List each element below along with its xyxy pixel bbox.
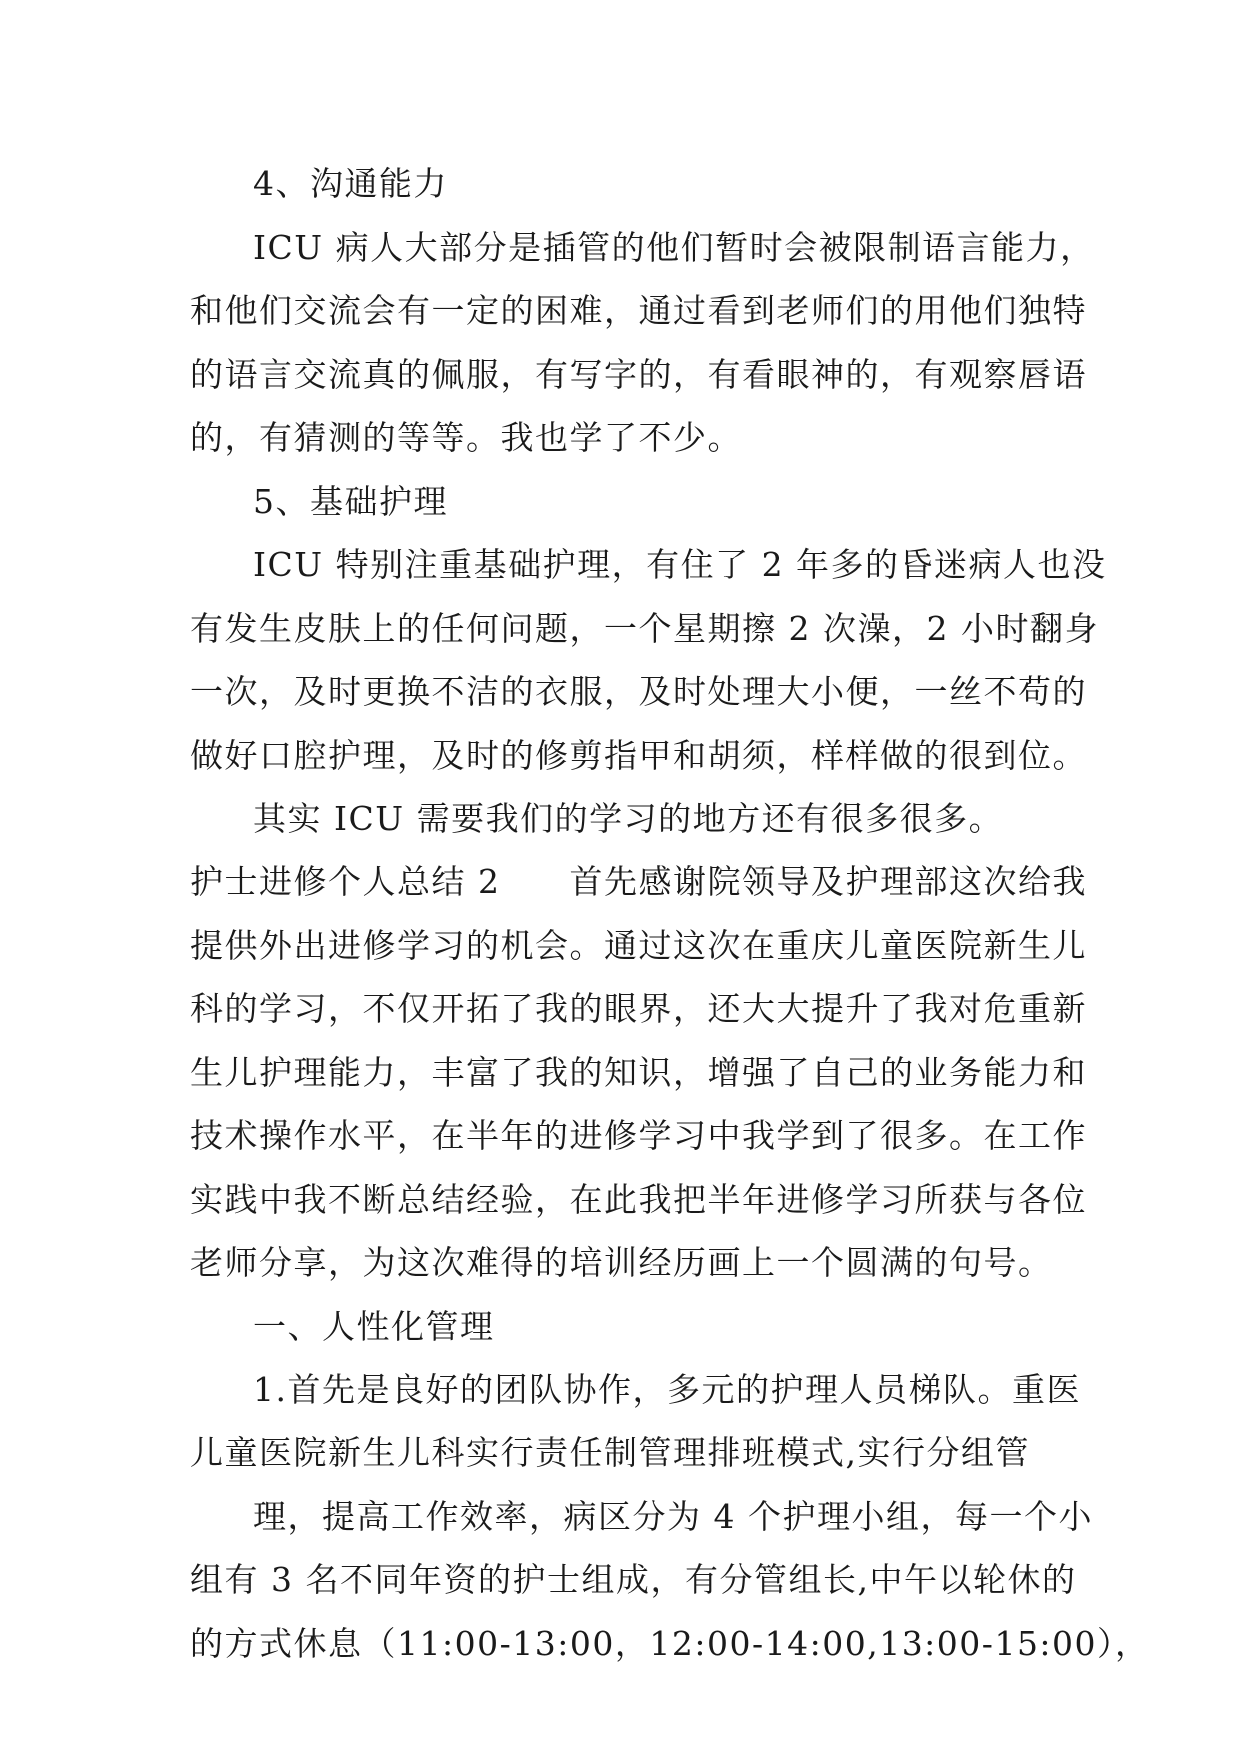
paragraph-line: 一次，及时更换不洁的衣服，及时处理大小便，一丝不苟的 [190,672,1087,711]
paragraph-line: 做好口腔护理，及时的修剪指甲和胡须，样样做的很到位。 [190,736,1087,775]
paragraph-line: 理，提高工作效率，病区分为 4 个护理小组，每一个小 [253,1497,1093,1536]
paragraph-line: 的，有猜测的等等。我也学了不少。 [190,418,742,457]
paragraph-line: 提供外出进修学习的机会。通过这次在重庆儿童医院新生儿 [190,926,1087,965]
paragraph-line: ICU 病人大部分是插管的他们暂时会被限制语言能力， [253,228,1095,267]
paragraph-line: 的方式休息（11:00-13:00，12:00-14:00,13:00-15:00）， [190,1624,1150,1663]
paragraph-line: 其实 ICU 需要我们的学习的地方还有很多很多。 [253,799,1004,838]
paragraph-line: 技术操作水平，在半年的进修学习中我学到了很多。在工作 [190,1116,1087,1155]
paragraph-line: 老师分享，为这次难得的培训经历画上一个圆满的句号。 [190,1243,1053,1282]
heading-humanized-management: 一、人性化管理 [253,1307,495,1346]
paragraph-line: 1.首先是良好的团队协作，多元的护理人员梯队。重医 [253,1370,1081,1409]
paragraph-line: 和他们交流会有一定的困难，通过看到老师们的用他们独特 [190,291,1087,330]
heading-basic-care: 5、基础护理 [253,482,448,521]
section-title-summary-2: 护士进修个人总结 2 首先感谢院领导及护理部这次给我 [190,862,1087,901]
heading-communication: 4、沟通能力 [253,164,448,203]
paragraph-line: 儿童医院新生儿科实行责任制管理排班模式,实行分组管 [190,1433,1030,1472]
paragraph-line: 有发生皮肤上的任何问题，一个星期擦 2 次澡，2 小时翻身 [190,609,1099,648]
paragraph-line: ICU 特别注重基础护理，有住了 2 年多的昏迷病人也没 [253,545,1107,584]
paragraph-line: 生儿护理能力，丰富了我的知识，增强了自己的业务能力和 [190,1053,1087,1092]
paragraph-line: 组有 3 名不同年资的护士组成，有分管组长,中午以轮休的 [190,1560,1077,1599]
paragraph-line: 科的学习，不仅开拓了我的眼界，还大大提升了我对危重新 [190,989,1087,1028]
paragraph-line: 实践中我不断总结经验，在此我把半年进修学习所获与各位 [190,1180,1087,1219]
paragraph-line: 的语言交流真的佩服，有写字的，有看眼神的，有观察唇语 [190,355,1087,394]
